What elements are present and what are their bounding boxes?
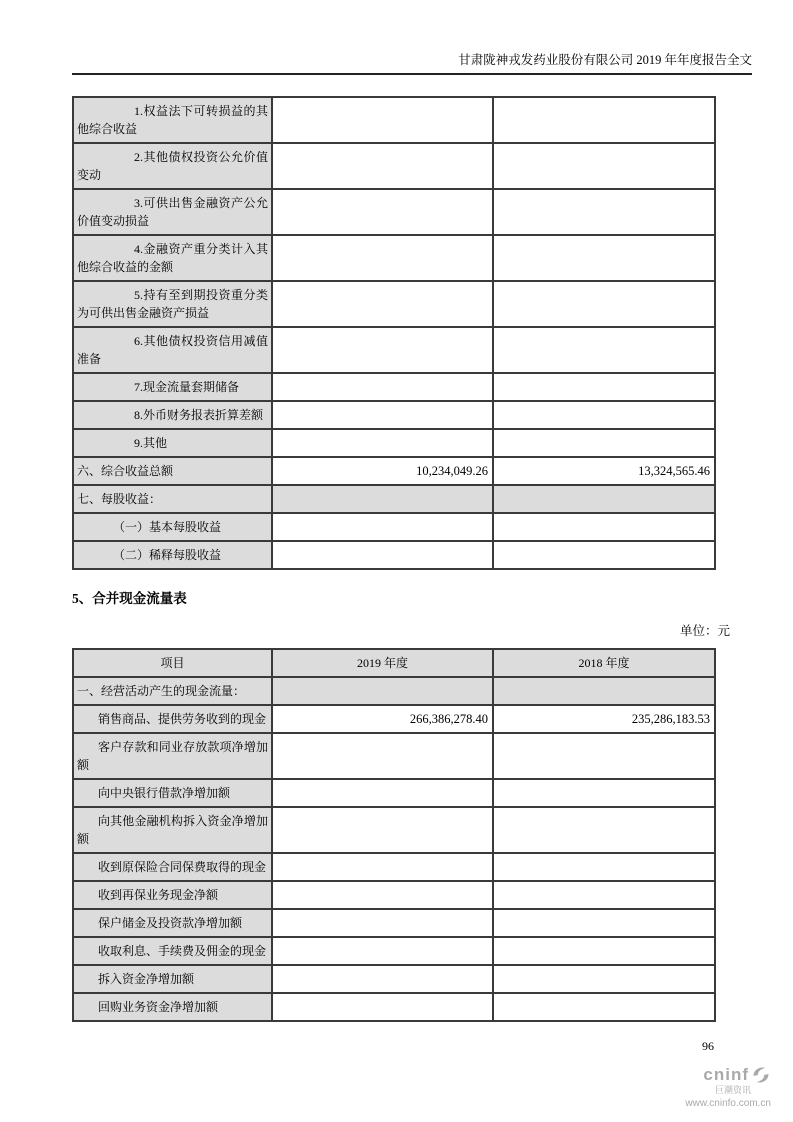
table-row <box>73 853 715 881</box>
value-cell-2019 <box>272 281 493 327</box>
table-row <box>73 281 715 327</box>
value-cell-2019 <box>272 97 493 143</box>
row-label-cell: 收取利息、手续费及佣金的现金 <box>73 937 272 965</box>
value-cell-2018: 13,324,565.46 <box>493 457 715 485</box>
column-header: 项目 <box>73 649 272 677</box>
table-row <box>73 881 715 909</box>
cninfo-url: www.cninfo.com.cn <box>685 1098 771 1109</box>
row-label-cell: 6.其他债权投资信用减值准备 <box>73 327 272 373</box>
row-label-cell: 2.其他债权投资公允价值变动 <box>73 143 272 189</box>
page-content <box>72 0 752 1054</box>
value-cell-2018 <box>493 733 715 779</box>
cninfo-logo-text: cninf <box>703 1064 749 1084</box>
value-cell-2018 <box>493 281 715 327</box>
value-cell-2018 <box>493 327 715 373</box>
value-cell-2019 <box>272 909 493 937</box>
value-cell-2018 <box>493 807 715 853</box>
comprehensive-income-table <box>72 96 716 570</box>
value-cell-2018 <box>493 909 715 937</box>
value-cell-2019 <box>272 677 493 705</box>
value-cell-2018 <box>493 513 715 541</box>
column-header: 2019 年度 <box>272 649 493 677</box>
table-row <box>73 807 715 853</box>
table-row <box>73 327 715 373</box>
table-row <box>73 937 715 965</box>
table-row <box>73 965 715 993</box>
value-cell-2019 <box>272 937 493 965</box>
table-row <box>73 457 715 485</box>
table-row <box>73 705 715 733</box>
row-label-cell: （一）基本每股收益 <box>73 513 272 541</box>
table-row <box>73 189 715 235</box>
value-cell-2018: 235,286,183.53 <box>493 705 715 733</box>
table-row <box>73 909 715 937</box>
value-cell-2018 <box>493 143 715 189</box>
table-row <box>73 401 715 429</box>
row-label-cell: 向中央银行借款净增加额 <box>73 779 272 807</box>
section-title: 5、合并现金流量表 <box>72 591 187 606</box>
value-cell-2018 <box>493 401 715 429</box>
row-label-cell: 七、每股收益： <box>73 485 272 513</box>
value-cell-2018 <box>493 993 715 1021</box>
value-cell-2018 <box>493 189 715 235</box>
table-row <box>73 143 715 189</box>
row-label-cell: 一、经营活动产生的现金流量： <box>73 677 272 705</box>
table-row <box>73 513 715 541</box>
row-label-cell: 8.外币财务报表折算差额 <box>73 401 272 429</box>
table-row <box>73 429 715 457</box>
table-row <box>73 235 715 281</box>
value-cell-2019 <box>272 993 493 1021</box>
page-header <box>72 0 752 75</box>
table-row <box>73 541 715 569</box>
value-cell-2018 <box>493 235 715 281</box>
value-cell-2019 <box>272 401 493 429</box>
value-cell-2019: 266,386,278.40 <box>272 705 493 733</box>
value-cell-2019 <box>272 807 493 853</box>
value-cell-2018 <box>493 881 715 909</box>
cninfo-logo-row <box>685 1065 771 1085</box>
row-label-cell: 销售商品、提供劳务收到的现金 <box>73 705 272 733</box>
value-cell-2019 <box>272 779 493 807</box>
value-cell-2018 <box>493 937 715 965</box>
table-row <box>73 97 715 143</box>
table-row <box>73 779 715 807</box>
row-label-cell: 9.其他 <box>73 429 272 457</box>
value-cell-2019 <box>272 143 493 189</box>
value-cell-2018 <box>493 485 715 513</box>
table-row <box>73 677 715 705</box>
row-label-cell: 拆入资金净增加额 <box>73 965 272 993</box>
column-header: 2018 年度 <box>493 649 715 677</box>
value-cell-2018 <box>493 779 715 807</box>
row-label-cell: 回购业务资金净增加额 <box>73 993 272 1021</box>
table-header-row <box>73 649 715 677</box>
table-row <box>73 373 715 401</box>
cninfo-logo-cn: 巨潮资讯 <box>714 1085 751 1096</box>
value-cell-2019 <box>272 327 493 373</box>
value-cell-2019 <box>272 541 493 569</box>
value-cell-2019 <box>272 189 493 235</box>
row-label-cell: 4.金融资产重分类计入其他综合收益的金额 <box>73 235 272 281</box>
value-cell-2018 <box>493 541 715 569</box>
row-label-cell: 5.持有至到期投资重分类为可供出售金融资产损益 <box>73 281 272 327</box>
row-label-cell: 收到再保业务现金净额 <box>73 881 272 909</box>
value-cell-2018 <box>493 677 715 705</box>
row-label-cell: 3.可供出售金融资产公允价值变动损益 <box>73 189 272 235</box>
cashflow-table <box>72 648 716 1022</box>
value-cell-2019 <box>272 485 493 513</box>
row-label-cell: 客户存款和同业存放款项净增加额 <box>73 733 272 779</box>
value-cell-2018 <box>493 853 715 881</box>
value-cell-2019 <box>272 881 493 909</box>
value-cell-2019 <box>272 853 493 881</box>
row-label-cell: 7.现金流量套期储备 <box>73 373 272 401</box>
table-row <box>73 733 715 779</box>
row-label-cell: （二）稀释每股收益 <box>73 541 272 569</box>
value-cell-2018 <box>493 429 715 457</box>
value-cell-2019 <box>272 733 493 779</box>
value-cell-2019 <box>272 373 493 401</box>
row-label-cell: 向其他金融机构拆入资金净增加额 <box>73 807 272 853</box>
value-cell-2019 <box>272 429 493 457</box>
value-cell-2018 <box>493 97 715 143</box>
value-cell-2018 <box>493 965 715 993</box>
value-cell-2019 <box>272 965 493 993</box>
row-label-cell: 收到原保险合同保费取得的现金 <box>73 853 272 881</box>
value-cell-2019: 10,234,049.26 <box>272 457 493 485</box>
row-label-cell: 1.权益法下可转损益的其他综合收益 <box>73 97 272 143</box>
table-row <box>73 993 715 1021</box>
row-label-cell: 六、综合收益总额 <box>73 457 272 485</box>
report-header-title: 甘肃陇神戎发药业股份有限公司 2019 年年度报告全文 <box>458 53 752 67</box>
row-label-cell: 保户储金及投资款净增加额 <box>73 909 272 937</box>
value-cell-2018 <box>493 373 715 401</box>
cninfo-swirl-icon <box>751 1065 771 1085</box>
page-number: 96 <box>702 1039 714 1053</box>
unit-label: 单位：元 <box>679 624 730 638</box>
value-cell-2019 <box>272 513 493 541</box>
cninfo-logo <box>685 1065 771 1109</box>
value-cell-2019 <box>272 235 493 281</box>
table-row <box>73 485 715 513</box>
